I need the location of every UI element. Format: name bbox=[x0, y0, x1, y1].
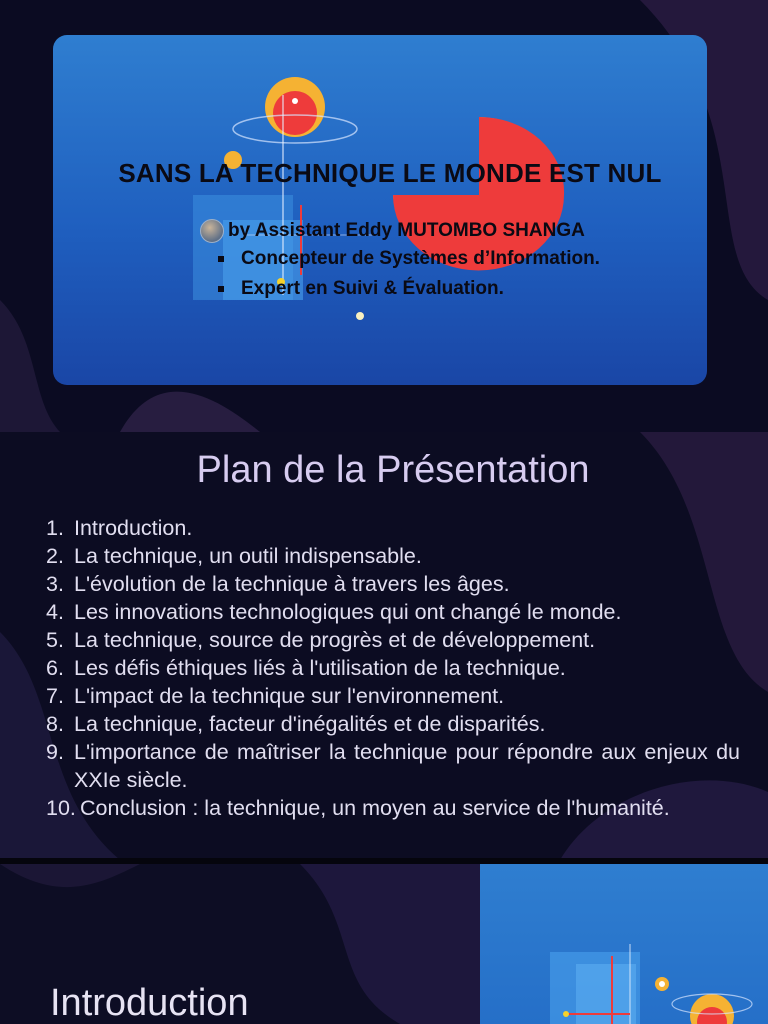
item-number: 4. bbox=[46, 600, 64, 624]
item-number: 10. bbox=[46, 796, 76, 820]
item-text: L'impact de la technique sur l'environnement. bbox=[74, 684, 505, 708]
agenda-item bbox=[46, 542, 740, 570]
item-number: 1. bbox=[46, 516, 64, 540]
agenda-item bbox=[46, 570, 740, 598]
agenda-item bbox=[46, 654, 740, 682]
role-text: Concepteur de Systèmes d’Information. bbox=[241, 248, 600, 269]
hero-image-panel bbox=[53, 35, 707, 385]
agenda-item bbox=[46, 514, 740, 542]
agenda-item bbox=[46, 738, 740, 794]
introduction-slide bbox=[0, 864, 768, 1024]
author-name: by Assistant Eddy MUTOMBO SHANGA bbox=[228, 220, 585, 241]
agenda-item bbox=[46, 682, 740, 710]
item-number: 7. bbox=[46, 684, 64, 708]
item-number: 9. bbox=[46, 740, 64, 764]
item-number: 6. bbox=[46, 656, 64, 680]
agenda-item bbox=[46, 710, 740, 738]
item-text: La technique, un outil indispensable. bbox=[74, 544, 422, 568]
title-slide bbox=[0, 0, 768, 432]
item-text: Introduction. bbox=[74, 516, 193, 540]
role-text: Expert en Suivi & Évaluation. bbox=[241, 278, 504, 299]
item-number: 8. bbox=[46, 712, 64, 736]
presentation-title: SANS LA TECHNIQUE LE MONDE EST NUL bbox=[118, 158, 662, 188]
agenda-title: Plan de la Présentation bbox=[196, 449, 590, 491]
agenda-item bbox=[46, 626, 740, 654]
item-text: Conclusion : la technique, un moyen au service de l'humanité. bbox=[80, 796, 670, 820]
abstract-illustration bbox=[480, 864, 768, 1024]
agenda-item bbox=[46, 598, 740, 626]
section-image bbox=[480, 864, 768, 1024]
bullet-square-icon bbox=[218, 256, 224, 262]
item-number: 3. bbox=[46, 572, 64, 596]
abstract-illustration bbox=[53, 35, 707, 385]
item-text: Les innovations technologiques qui ont changé le monde. bbox=[74, 600, 622, 624]
item-number: 2. bbox=[46, 544, 64, 568]
author-avatar bbox=[200, 219, 224, 243]
item-number: 5. bbox=[46, 628, 64, 652]
item-text: La technique, facteur d'inégalités et de disparités. bbox=[74, 712, 546, 736]
item-text: L'évolution de la technique à travers les âges. bbox=[74, 572, 510, 596]
agenda-list bbox=[46, 514, 740, 822]
agenda-slide bbox=[0, 432, 768, 860]
item-text: Les défis éthiques liés à l'utilisation de la technique. bbox=[74, 656, 566, 680]
item-text: L'importance de maîtriser la technique pour répondre aux enjeux du XXIe siècle. bbox=[74, 740, 740, 792]
author-byline bbox=[200, 219, 585, 243]
bullet-square-icon bbox=[218, 286, 224, 292]
item-text: La technique, source de progrès et de développement. bbox=[74, 628, 596, 652]
author-role-item bbox=[218, 278, 504, 300]
author-role-item bbox=[218, 248, 600, 270]
agenda-item bbox=[46, 794, 740, 822]
section-title: Introduction bbox=[50, 982, 249, 1024]
